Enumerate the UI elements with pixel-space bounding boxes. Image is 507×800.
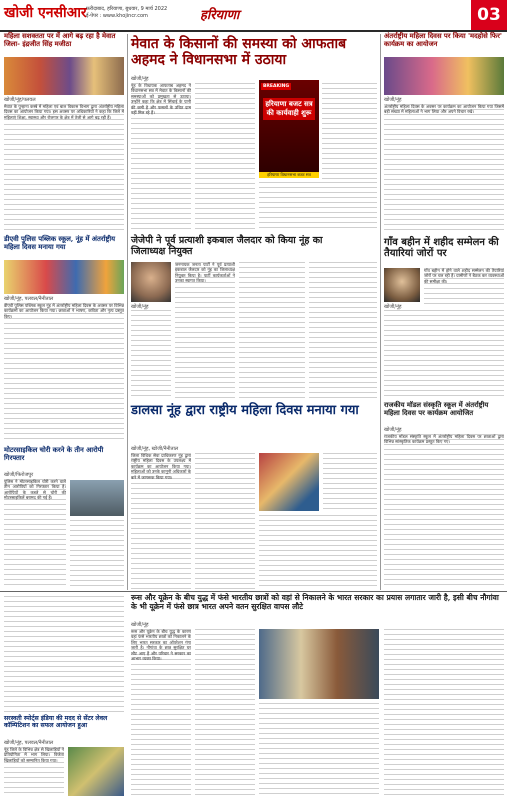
mid-body-col1 [131, 310, 171, 400]
main-body-col3 [322, 83, 377, 183]
main-body-col2 [195, 83, 255, 231]
bottom-body-col4 [384, 629, 504, 796]
bottom-body-col2 [195, 629, 255, 796]
villager-photo [384, 268, 420, 302]
right-low-body: राजकीय मॉडल संस्कृति स्कूल में अंतर्राष्ट्रीय महिला दिवस पर छात्राओं द्वारा विभिन्न सांस्कृतिक कार्यक्रम प्रस्तुत किए गए। [384, 434, 504, 589]
accused-photo [70, 480, 124, 516]
bottom-headline: रूस और यूक्रेन के बीच युद्ध में फंसे भारतीय छात्रों को वहां से निकालने के भारत सरकार का प्रयास लगातार जारी है, इसी बीच नौगांवा के भी यूक्रेन में फंसे छात्र भारत अपने वतन सुरक्षित वापस लौटे [131, 593, 499, 611]
left-top-body: मेवात के पुन्हाना कस्बे में महिला एवं बाल विकास विभाग द्वारा अंतर्राष्ट्रीय महिला दिवस का आयोजन किया गया। इस अवसर पर अधिकारियों ने कहा कि जिले में महिलाएं शिक्षा, स्वास्थ्य और रोजगार के क्षेत्र में तेजी से आगे बढ़ रही हैं। [4, 104, 124, 232]
left-mid-headline: डीएवी पुलिस पब्लिक स्कूल, नूंह में अंतर्राष्ट्रीय महिला दिवस मनाया गया [4, 235, 116, 251]
sports-photo [68, 747, 124, 796]
left-mid-body: डीएवी पुलिस पब्लिक स्कूल नूंह में अंतर्राष्ट्रीय महिला दिवस के अवसर पर विभिन्न कार्यक्रमों का आयोजन किया गया। छात्राओं ने भाषण, कविता और नृत्य प्रस्तुत किए। [4, 303, 124, 443]
right-low-byline: खोजी/नूंह [384, 427, 402, 433]
center-body: जिला विधिक सेवा प्राधिकरण नूंह द्वारा राष्ट्रीय महिला दिवस के उपलक्ष्य में कार्यक्रम का आयोजन किया गया। महिलाओं को उनके कानूनी अधिकारों के बारे में जागरूक किया गया। [131, 453, 191, 589]
left-top-byline: खोजी/नूंह/पलवल [4, 97, 36, 103]
dateline-date: फरीदाबाद, हरियाणा, बुधवार, 9 मार्च 2022 [86, 6, 168, 12]
breaking-tag: BREAKING [263, 84, 290, 89]
mid-body-col3 [239, 262, 305, 400]
left-mid-byline: खोजी/नूंह, पलवल/नैनीताल [4, 296, 54, 302]
section-divider [0, 591, 507, 592]
right-top-body: अंतर्राष्ट्रीय महिला दिवस के अवसर पर कार्यक्रम का आयोजन किया गया जिसमें बड़ी संख्या में महिलाओं ने भाग लिया और अपने विचार रखे। [384, 104, 504, 232]
center-body-col4 [323, 453, 377, 511]
right-top-byline: खोजी/नूंह [384, 97, 402, 103]
dateline [86, 6, 176, 20]
bottom-body-col3 [259, 703, 379, 796]
tv-ticker: हरियाणा विधानसभा बजट सत्र [259, 172, 319, 178]
column-rule [380, 34, 381, 590]
column-rule [127, 34, 128, 590]
center-byline: खोजी/नूंह, खोजी/नैनीताल [131, 446, 179, 452]
left-top-headline: महिला सशक्तता पर में आगे बढ़ रहा है मेवात जिला- इंद्रजीत सिंह मजीठा [4, 32, 116, 48]
left-bottom-body: नूंह जिले के विभिन्न क्षेत्र से खिलाड़ियों ने प्रतियोगिता में भाग लिया। विजेता खिलाड़ियों को सम्मानित किया गया। [4, 747, 64, 796]
left-low-byline: खोजी/फिरोजपुर [4, 472, 34, 478]
right-mid-body-cont [384, 310, 504, 398]
left-bottom-headline: सरस्वती स्पोर्ट्स इंडिया की मदद से सेंटर लेवल कॉम्पिटिशन का सफल आयोजन हुआ [4, 715, 108, 729]
tv-screenshot [259, 80, 319, 178]
right-mid-body: गाँव बहीन में होने वाले शहीद सम्मेलन की तैयारियां जोरों पर चल रही हैं। ग्रामीणों ने बैठक कर व्यवस्थाओं की समीक्षा की। [424, 268, 504, 304]
bottom-body: रूस और यूक्रेन के बीच युद्ध के कारण वहां फंसे भारतीय छात्रों को निकालने के लिए भारत सरकार का ऑपरेशन गंगा जारी है। नौगांवा के छात्र सुरक्षित घर लौट आए हैं और परिवार ने सरकार का आभार व्यक्त किया। [131, 629, 191, 796]
students-photo [259, 629, 379, 699]
masthead [0, 0, 507, 32]
tv-overlay-text: हरियाणा बजट सत्र की कार्यवाही शुरू [263, 98, 315, 120]
portrait-photo [131, 262, 171, 302]
newspaper-logo: खोजी एनसीआर [4, 5, 87, 21]
section-title: हरियाणा [200, 8, 240, 23]
main-headline: मेवात के किसानों की समस्या को आफताब अहमद ने विधानसभा में उठाया [131, 36, 347, 68]
right-mid-byline: खोजी/नूंह [384, 304, 402, 310]
left-low-body-extra [4, 596, 124, 712]
dateline-web: ई-पेपर : www.khojincr.com [86, 13, 148, 19]
left-low-headline: मोटरसाइकिल चोरी करने के तीन आरोपी गिरफ्तार [4, 446, 104, 462]
page-number: 03 [471, 0, 507, 30]
women-day-photo [384, 57, 504, 95]
school-photo [4, 260, 124, 294]
right-low-headline: राजकीय मॉडल संस्कृति स्कूल में अंतर्राष्ट्रीय महिला दिवस पर कार्यक्रम आयोजित [384, 401, 489, 417]
dalsa-photo [259, 453, 319, 511]
main-body-col1: नूंह के विधायक आफताब अहमद ने विधानसभा सत्र में मेवात के किसानों की समस्याओं को प्रमुखता से उठाया। उन्होंने कहा कि क्षेत्र में सिंचाई के पानी की कमी है और फसलों के उचित दाम नहीं मिल रहे हैं। [131, 83, 191, 231]
main-byline: खोजी/नूंह [131, 76, 149, 82]
center-body-col2 [195, 453, 255, 589]
event-photo [4, 57, 124, 95]
mid-body-col4 [309, 262, 377, 400]
center-headline: डालसा नूंह द्वारा राष्ट्रीय महिला दिवस मनाया गया [131, 403, 359, 418]
center-body-col3 [259, 515, 377, 589]
bottom-byline: खोजी/नूंह [131, 622, 149, 628]
mid-body: जननायक जनता पार्टी ने पूर्व प्रत्याशी इकबाल जैलदार को नूंह का जिलाध्यक्ष नियुक्त किया है। पार्टी कार्यकर्ताओं ने उनका स्वागत किया। [175, 262, 235, 400]
mid-headline: जेजेपी ने पूर्व प्रत्याशी इकबाल जैलदार को किया नूंह का जिलाध्यक्ष नियुक्त [131, 235, 323, 257]
left-low-body: पुलिस ने मोटरसाइकिल चोरी करने वाले तीन आरोपियों को गिरफ्तार किया है। आरोपियों के कब्जे से चोरी की मोटरसाइकिलें बरामद की गई हैं। [4, 479, 66, 589]
mid-byline: खोजी/नूंह [131, 304, 149, 310]
right-mid-headline: गाँव बहीन में शहीद सम्मेलन की तैयारियां जोरों पर [384, 237, 499, 260]
main-body-below-photo [259, 182, 377, 231]
left-bottom-byline: खोजी/नूंह, पलवल/नैनीताल [4, 740, 54, 746]
left-low-body-cont [70, 520, 124, 589]
right-top-headline: अंतर्राष्ट्रीय महिला दिवस पर किया 'मदहोसे फिर' कार्यक्रम का आयोजन [384, 32, 502, 48]
